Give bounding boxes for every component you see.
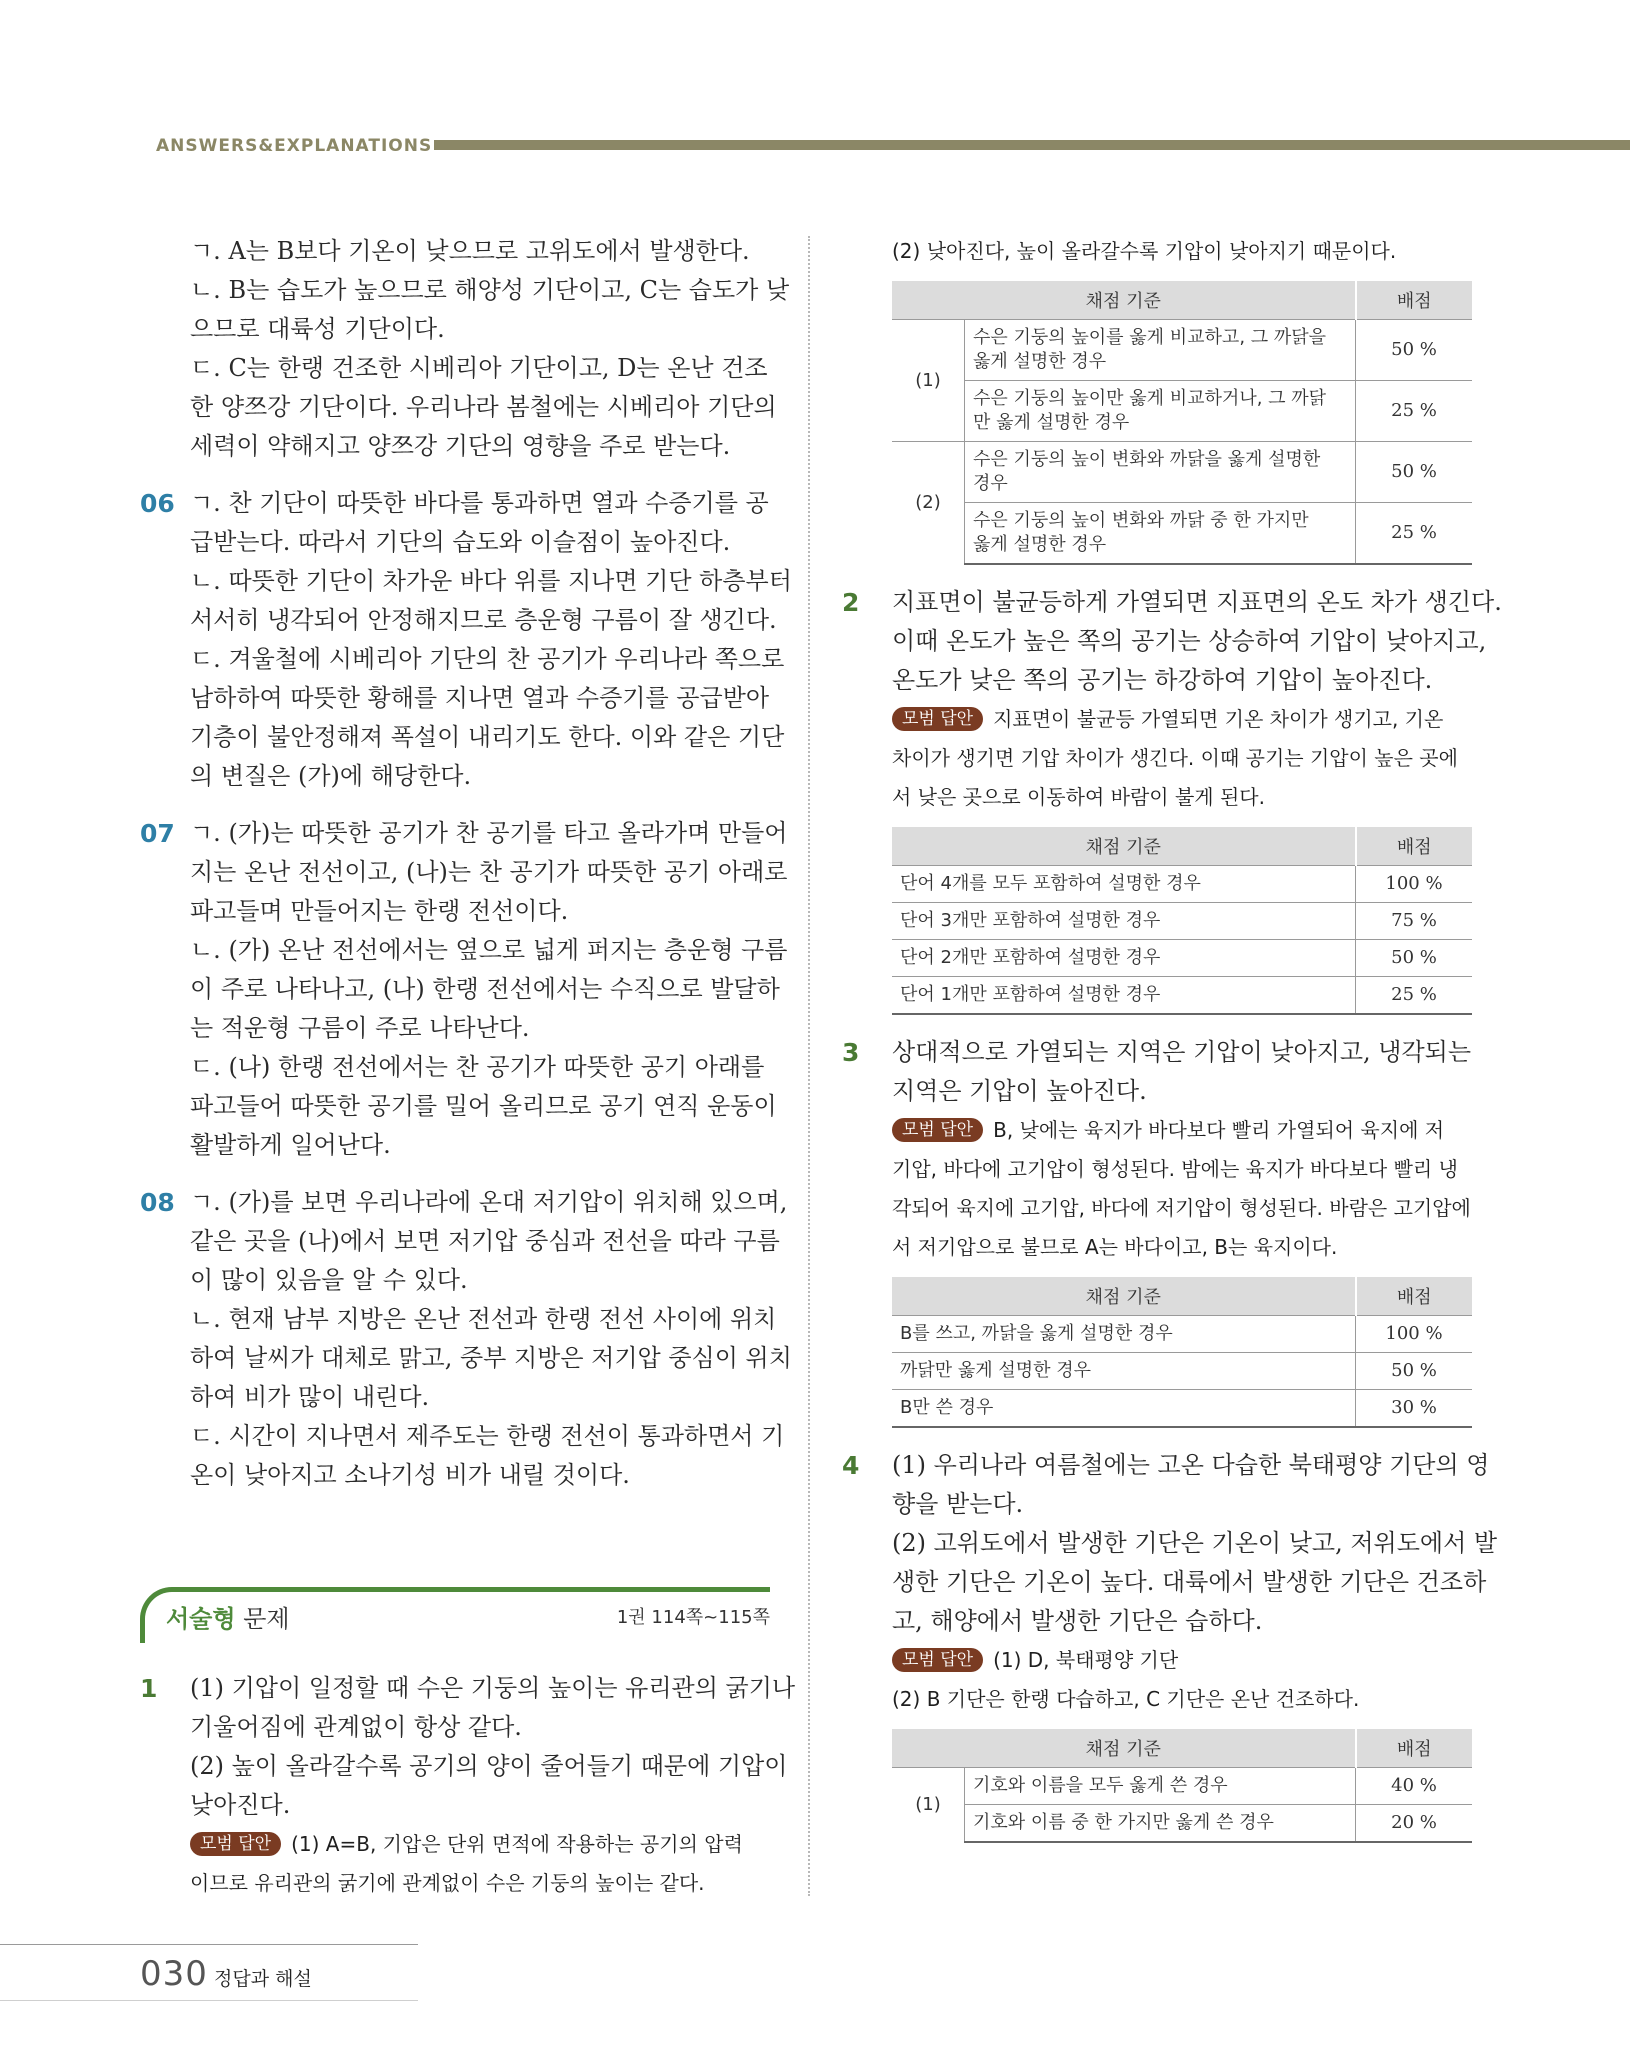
descriptive-question-1-continued [842, 232, 1474, 271]
descriptive-question-2 [842, 583, 1502, 817]
criteria-cell: 단어 3개만 포함하여 설명한 경우 [892, 903, 1356, 940]
score-cell: 50 % [1356, 1353, 1473, 1390]
text-line: 으므로 대륙성 기단이다. [190, 315, 445, 343]
text-line: 기울어짐에 관계없이 항상 같다. [190, 1713, 522, 1741]
left-column [140, 232, 796, 1903]
footer-label: 정답과 해설 [214, 1968, 312, 1990]
part-label: (2) [892, 442, 965, 565]
text-line: 파고들며 만들어지는 한랭 전선이다. [190, 897, 569, 925]
score-cell: 75 % [1356, 903, 1473, 940]
text-line: ㄴ. B는 습도가 높으므로 해양성 기단이고, C는 습도가 낮 [190, 276, 790, 304]
section-title [166, 1599, 290, 1634]
model-answer-line: (2) 낮아진다, 높이 올라갈수록 기압이 낮아지기 때문이다. [892, 239, 1397, 263]
section-heading [140, 1587, 770, 1647]
text-line: 지역은 기압이 높아진다. [892, 1077, 1147, 1105]
text-line: ㄷ. C는 한랭 건조한 시베리아 기단이고, D는 온난 건조 [190, 354, 768, 382]
criteria-cell: 기호와 이름을 모두 옳게 쓴 경우 [965, 1768, 1356, 1805]
descriptive-question-4 [842, 1446, 1498, 1719]
text-line: ㄴ. 따뜻한 기단이 차가운 바다 위를 지나면 기단 하층부터 [190, 567, 792, 595]
table-header-row [892, 1729, 1472, 1768]
descriptive-question-3 [842, 1033, 1474, 1267]
scoring-table-2 [892, 827, 1472, 1015]
footer-rule-bottom [0, 2000, 418, 2001]
model-answer-line: 차이가 생기면 기압 차이가 생긴다. 이때 공기는 기압이 높은 곳에 [892, 746, 1458, 770]
text-line: 이때 온도가 높은 쪽의 공기는 상승하여 기압이 낮아지고, [892, 627, 1487, 655]
score-header: 배점 [1356, 1277, 1473, 1316]
score-cell: 25 % [1356, 977, 1473, 1015]
text-line: 의 변질은 (가)에 해당한다. [190, 762, 472, 790]
model-answer-badge: 모범 답안 [892, 1648, 983, 1672]
score-header: 배점 [1356, 281, 1473, 320]
criteria-cell: 단어 1개만 포함하여 설명한 경우 [892, 977, 1356, 1015]
model-answer-badge: 모범 답안 [190, 1832, 281, 1856]
score-cell: 100 % [1356, 866, 1473, 903]
text-line: ㄷ. 시간이 지나면서 제주도는 한랭 전선이 통과하면서 기 [190, 1422, 785, 1450]
score-header: 배점 [1356, 1729, 1473, 1768]
text-line: 생한 기단은 기온이 높다. 대륙에서 발생한 기단은 건조하 [892, 1568, 1487, 1596]
text-line: 온도가 낮은 쪽의 공기는 하강하여 기압이 높아진다. [892, 666, 1433, 694]
text-line: 는 적운형 구름이 주로 나타난다. [190, 1014, 530, 1042]
question-06 [140, 484, 792, 796]
model-answer-line: 서 낮은 곳으로 이동하여 바람이 불게 된다. [892, 785, 1265, 809]
table-row [892, 903, 1472, 940]
table-row [892, 1390, 1472, 1428]
criteria-cell: B만 쓴 경우 [892, 1390, 1356, 1428]
text-line: 하여 비가 많이 내린다. [190, 1383, 430, 1411]
score-cell: 40 % [1356, 1768, 1473, 1805]
question-number: 2 [842, 588, 860, 617]
question-07 [140, 814, 788, 1165]
descriptive-question-1 [140, 1669, 796, 1903]
text-line: ㄷ. 겨울철에 시베리아 기단의 찬 공기가 우리나라 쪽으로 [190, 645, 785, 673]
criteria-line: 옳게 설명한 경우 [973, 534, 1107, 555]
column-divider [808, 236, 810, 1896]
text-line: 서서히 냉각되어 안정해지므로 층운형 구름이 잘 생긴다. [190, 606, 777, 634]
model-answer-line: (2) B 기단은 한랭 다습하고, C 기단은 온난 건조하다. [892, 1687, 1360, 1711]
text-line: (1) 기압이 일정할 때 수은 기둥의 높이는 유리관의 굵기나 [190, 1674, 796, 1702]
table-row [892, 977, 1472, 1015]
criteria-line: 옳게 설명한 경우 [973, 351, 1107, 372]
text-line: ㄷ. (나) 한랭 전선에서는 찬 공기가 따뜻한 공기 아래를 [190, 1053, 765, 1081]
criteria-header: 채점 기준 [892, 827, 1356, 866]
score-cell: 50 % [1356, 940, 1473, 977]
table-header-row [892, 281, 1472, 320]
model-answer-line [892, 1641, 1474, 1680]
question-number: 4 [842, 1451, 860, 1480]
section-title-rest: 문제 [235, 1605, 290, 1633]
criteria-line: 수은 기둥의 높이 변화와 까닭을 옳게 설명한 [973, 449, 1321, 470]
part-label: (1) [892, 1768, 965, 1843]
text-line: 상대적으로 가열되는 지역은 기압이 낮아지고, 냉각되는 [892, 1038, 1472, 1066]
criteria-cell: 단어 4개를 모두 포함하여 설명한 경우 [892, 866, 1356, 903]
text-line: (2) 고위도에서 발생한 기단은 기온이 낮고, 저위도에서 발 [892, 1529, 1498, 1557]
section-rule [172, 1587, 770, 1592]
text-line: ㄱ. (가)는 따뜻한 공기가 찬 공기를 타고 올라가며 만들어 [190, 819, 788, 847]
question-number: 06 [140, 489, 175, 518]
criteria-line: 경우 [973, 473, 1008, 494]
text-line: 활발하게 일어난다. [190, 1131, 391, 1159]
text-line: 낮아진다. [190, 1791, 291, 1819]
text-line: 고, 해양에서 발생한 기단은 습하다. [892, 1607, 1263, 1635]
table-row [892, 940, 1472, 977]
table-row [892, 442, 1472, 503]
table-header-row [892, 1277, 1472, 1316]
page-header [156, 134, 1630, 160]
table-header-row [892, 827, 1472, 866]
question-number: 1 [140, 1674, 158, 1703]
page-number: 030 [140, 1954, 208, 1994]
model-answer-text: (1) D, 북태평양 기단 [993, 1648, 1179, 1672]
scoring-table-1 [892, 281, 1472, 565]
table-row [892, 320, 1472, 381]
score-cell: 25 % [1356, 503, 1473, 565]
q05-continuation [140, 232, 790, 466]
question-08 [140, 1183, 792, 1495]
text-line: (1) 우리나라 여름철에는 고온 다습한 북태평양 기단의 영 [892, 1451, 1490, 1479]
table-row [892, 1805, 1472, 1843]
text-line: ㄴ. 현재 남부 지방은 온난 전선과 한랭 전선 사이에 위치 [190, 1305, 777, 1333]
table-row [892, 1353, 1472, 1390]
text-line: 같은 곳을 (나)에서 보면 저기압 중심과 전선을 따라 구름 [190, 1227, 780, 1255]
text-line: ㄱ. 찬 기단이 따뜻한 바다를 통과하면 열과 수증기를 공 [190, 489, 769, 517]
text-line: 이 많이 있음을 알 수 있다. [190, 1266, 468, 1294]
model-answer-line: 기압, 바다에 고기압이 형성된다. 밤에는 육지가 바다보다 빨리 냉 [892, 1157, 1458, 1181]
model-answer-line: 각되어 육지에 고기압, 바다에 저기압이 형성된다. 바람은 고기압에 [892, 1196, 1471, 1220]
text-line: ㄱ. (가)를 보면 우리나라에 온대 저기압이 위치해 있으며, [190, 1188, 788, 1216]
model-answer-line: 서 저기압으로 불므로 A는 바다이고, B는 육지이다. [892, 1235, 1338, 1259]
model-answer-text: B, 낮에는 육지가 바다보다 빨리 가열되어 육지에 저 [993, 1118, 1445, 1142]
text-line: 향을 받는다. [892, 1490, 1024, 1518]
score-cell: 30 % [1356, 1390, 1473, 1428]
text-line: 남하하여 따뜻한 황해를 지나면 열과 수증기를 공급받아 [190, 684, 770, 712]
score-header: 배점 [1356, 827, 1473, 866]
text-line: 세력이 약해지고 양쯔강 기단의 영향을 주로 받는다. [190, 432, 731, 460]
criteria-cell [965, 320, 1356, 381]
criteria-line: 수은 기둥의 높이를 옳게 비교하고, 그 까닭을 [973, 327, 1327, 348]
table-row [892, 503, 1472, 565]
criteria-line: 수은 기둥의 높이 변화와 까닭 중 한 가지만 [973, 510, 1309, 531]
text-line: 이 주로 나타나고, (나) 한랭 전선에서는 수직으로 발달하 [190, 975, 780, 1003]
header-bar [434, 140, 1630, 150]
text-line: 온이 낮아지고 소나기성 비가 내릴 것이다. [190, 1461, 630, 1489]
model-answer-text: 지표면이 불균등 가열되면 기온 차이가 생기고, 기온 [993, 707, 1444, 731]
criteria-cell: 까닭만 옳게 설명한 경우 [892, 1353, 1356, 1390]
text-line: 지표면이 불균등하게 가열되면 지표면의 온도 차가 생긴다. [892, 588, 1502, 616]
text-line: 하여 날씨가 대체로 맑고, 중부 지방은 저기압 중심이 위치 [190, 1344, 792, 1372]
criteria-header: 채점 기준 [892, 1277, 1356, 1316]
part-label: (1) [892, 320, 965, 442]
score-cell: 50 % [1356, 320, 1473, 381]
model-answer-badge: 모범 답안 [892, 707, 983, 731]
criteria-line: 수은 기둥의 높이만 옳게 비교하거나, 그 까닭 [973, 388, 1327, 409]
text-line: ㄱ. A는 B보다 기온이 낮으므로 고위도에서 발생한다. [190, 237, 750, 265]
section-page-range: 1권 114쪽~115쪽 [616, 1607, 770, 1628]
criteria-line: 만 옳게 설명한 경우 [973, 412, 1130, 433]
criteria-cell [965, 442, 1356, 503]
question-number: 08 [140, 1188, 175, 1217]
criteria-cell: 단어 2개만 포함하여 설명한 경우 [892, 940, 1356, 977]
text-line: 한 양쯔강 기단이다. 우리나라 봄철에는 시베리아 기단의 [190, 393, 777, 421]
score-cell: 100 % [1356, 1316, 1473, 1353]
model-answer-badge: 모범 답안 [892, 1118, 983, 1142]
text-line: ㄴ. (가) 온난 전선에서는 옆으로 넓게 퍼지는 층운형 구름 [190, 936, 788, 964]
score-cell: 25 % [1356, 381, 1473, 442]
text-line: 파고들어 따뜻한 공기를 밀어 올리므로 공기 연직 운동이 [190, 1092, 777, 1120]
criteria-cell: B를 쓰고, 까닭을 옳게 설명한 경우 [892, 1316, 1356, 1353]
criteria-cell [965, 381, 1356, 442]
table-row [892, 1768, 1472, 1805]
model-answer-line [892, 1111, 1474, 1150]
scoring-table-3 [892, 1277, 1472, 1428]
model-answer-line: 이므로 유리관의 굵기에 관계없이 수은 기둥의 높이는 같다. [190, 1871, 705, 1895]
criteria-cell: 기호와 이름 중 한 가지만 옳게 쓴 경우 [965, 1805, 1356, 1843]
text-line: 기층이 불안정해져 폭설이 내리기도 한다. 이와 같은 기단 [190, 723, 785, 751]
question-number: 07 [140, 819, 175, 848]
score-cell: 50 % [1356, 442, 1473, 503]
criteria-cell [965, 503, 1356, 565]
scoring-table-4 [892, 1729, 1472, 1843]
footer-rule [0, 1944, 418, 1945]
question-number: 3 [842, 1038, 860, 1067]
criteria-header: 채점 기준 [892, 1729, 1356, 1768]
table-row [892, 866, 1472, 903]
text-line: 급받는다. 따라서 기단의 습도와 이슬점이 높아진다. [190, 528, 731, 556]
model-answer-text: (1) A=B, 기압은 단위 면적에 작용하는 공기의 압력 [291, 1832, 743, 1856]
criteria-header: 채점 기준 [892, 281, 1356, 320]
score-cell: 20 % [1356, 1805, 1473, 1843]
header-label: ANSWERS&EXPLANATIONS [156, 136, 433, 156]
table-row [892, 1316, 1472, 1353]
table-row [892, 381, 1472, 442]
section-title-accent: 서술형 [166, 1605, 236, 1633]
right-column [842, 232, 1502, 1861]
text-line: 지는 온난 전선이고, (나)는 찬 공기가 따뜻한 공기 아래로 [190, 858, 788, 886]
model-answer-line [190, 1825, 770, 1864]
model-answer-line [892, 700, 1474, 739]
text-line: (2) 높이 올라갈수록 공기의 양이 줄어들기 때문에 기압이 [190, 1752, 788, 1780]
